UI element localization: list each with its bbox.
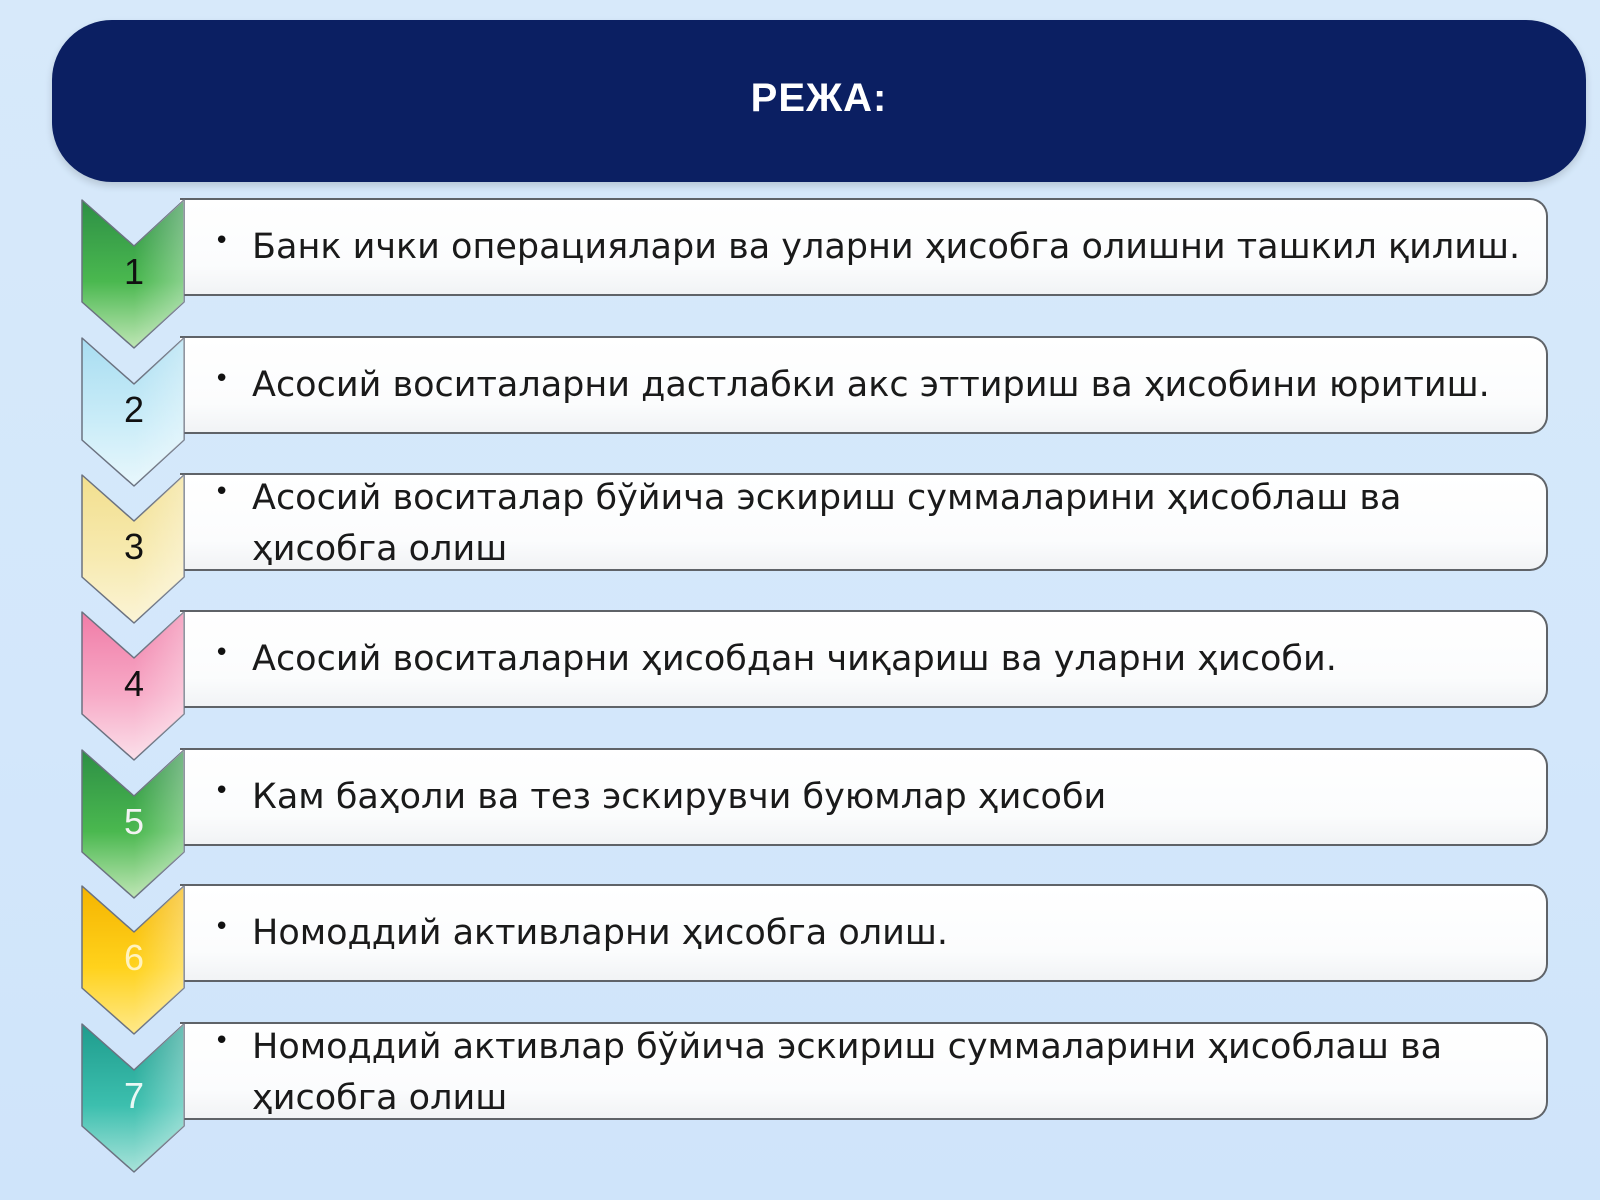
bullet-icon: • — [214, 912, 230, 942]
plan-item — [0, 610, 1600, 770]
plan-item-card — [180, 748, 1548, 846]
bullet-icon: • — [214, 638, 230, 668]
bullet-icon: • — [214, 776, 230, 806]
plan-item-text: Кам баҳоли ва тез эскирувчи буюмлар ҳисоби — [252, 777, 1107, 817]
step-number: 7 — [123, 1075, 145, 1116]
step-number: 6 — [123, 937, 145, 978]
bullet-icon: • — [214, 226, 230, 256]
plan-item — [0, 1022, 1600, 1182]
step-number: 2 — [123, 389, 145, 430]
step-number: 3 — [123, 526, 145, 567]
bullet-icon: • — [214, 477, 230, 507]
page-title: РЕЖА: — [750, 75, 888, 120]
plan-item-card — [180, 198, 1548, 296]
plan-item — [0, 473, 1600, 633]
step-number: 5 — [123, 801, 145, 842]
step-number: 4 — [123, 663, 145, 704]
plan-item-card — [180, 1022, 1548, 1120]
plan-item-card — [180, 336, 1548, 434]
plan-item-card — [180, 884, 1548, 982]
plan-item-text: Асосий воситалар бўйича эскириш суммаларини ҳисоблаш ва ҳисобга олиш — [252, 478, 1402, 569]
bullet-icon: • — [214, 364, 230, 394]
plan-item-text: Номоддий активларни ҳисобга олиш. — [252, 913, 949, 953]
plan-item — [0, 336, 1600, 496]
plan-item-card — [180, 610, 1548, 708]
plan-item-text: Асосий воситаларни ҳисобдан чиқариш ва уларни ҳисоби. — [252, 639, 1337, 679]
step-number: 1 — [123, 251, 145, 292]
plan-item-text: Асосий воситаларни дастлабки акс эттириш ва ҳисобини юритиш. — [252, 365, 1490, 405]
plan-item-card — [180, 473, 1548, 571]
plan-item — [0, 884, 1600, 1044]
plan-item-text: Номоддий активлар бўйича эскириш суммаларини ҳисоблаш ва ҳисобга олиш — [252, 1027, 1443, 1118]
title-banner — [52, 20, 1586, 182]
plan-item — [0, 198, 1600, 358]
plan-item-text: Банк ички операциялари ва уларни ҳисобга олишни ташкил қилиш. — [252, 227, 1521, 267]
bullet-icon: • — [214, 1026, 230, 1056]
